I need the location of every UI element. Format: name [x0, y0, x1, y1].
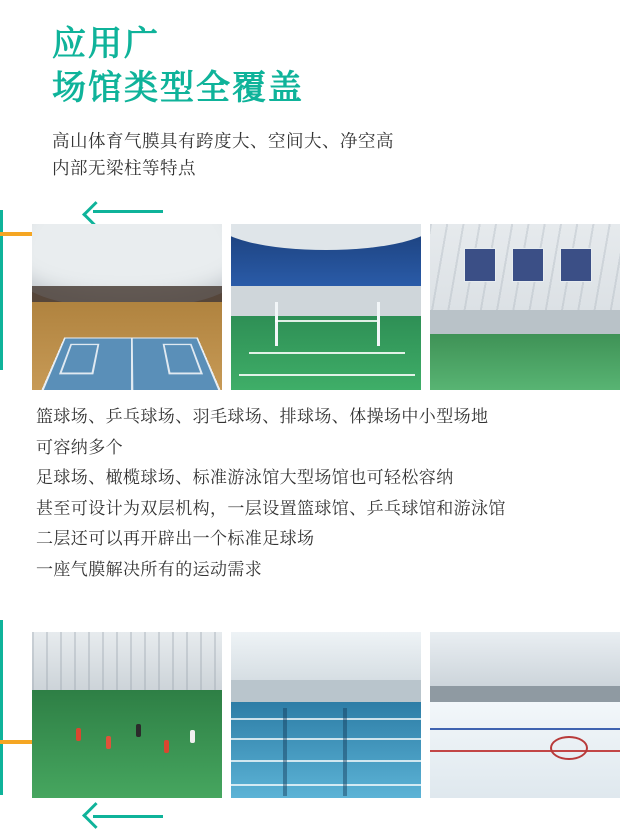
court-center-line: [131, 339, 133, 390]
body-copy: [36, 402, 506, 585]
lane-rope-2: [231, 738, 421, 740]
player-3: [136, 724, 141, 737]
photo-soccer-turf: [32, 632, 222, 798]
hanging-banner-2: [512, 248, 544, 282]
decor-corner-bottom: [82, 802, 109, 829]
gallery-top: [32, 224, 620, 390]
photo-badminton-dome: [231, 224, 421, 390]
hanging-banner-3: [560, 248, 592, 282]
body-line-4: 甚至可设计为双层机构，一层设置篮球馆、乒乓球馆和游泳馆: [36, 498, 506, 518]
green-field: [430, 334, 620, 390]
rink-roof: [430, 632, 620, 686]
title-line-2: 场馆类型全覆盖: [52, 69, 304, 107]
net-post-right: [377, 302, 380, 346]
rink-boards: [430, 686, 620, 702]
pool-end-wall: [231, 680, 421, 702]
body-line-5: 二层还可以再开辟出一个标准足球场: [36, 529, 315, 548]
dome-wall-band: [32, 286, 222, 302]
soccer-turf: [32, 690, 222, 798]
title-line-1: 应用广: [52, 25, 160, 63]
decor-orange-tick-top: [0, 232, 34, 236]
lane-rope-1: [231, 718, 421, 720]
photo-dome-with-banners: [430, 224, 620, 390]
player-1: [76, 728, 81, 741]
player-4: [164, 740, 169, 753]
body-line-2: 可容纳多个: [36, 437, 123, 457]
net-post-left: [275, 302, 278, 346]
court-line-1: [249, 352, 405, 354]
back-wall: [231, 286, 421, 316]
body-line-1: 篮球场、乒乓球场、羽毛球场、排球场、体操场中小型场地: [36, 407, 489, 426]
blue-line: [430, 728, 620, 730]
court-key-right: [163, 344, 203, 375]
lane-marker-1: [283, 708, 287, 796]
body-line-6: 一座气膜解决所有的运动需求: [36, 559, 263, 579]
photo-basketball-dome: [32, 224, 222, 390]
body-line-3: 足球场、橄榄球场、标准游泳馆大型场馆也可轻松容纳: [36, 468, 454, 487]
photo-ice-rink: [430, 632, 620, 798]
lane-rope-4: [231, 784, 421, 786]
pool-roof: [231, 632, 421, 680]
court-key-left: [59, 344, 99, 375]
face-off-circle: [550, 736, 588, 760]
dome-ribs-texture: [32, 632, 222, 690]
lane-rope-3: [231, 760, 421, 762]
photo-swimming-pool: [231, 632, 421, 798]
decor-vertical-rule-bottom: [0, 620, 3, 795]
subtitle: [52, 128, 394, 182]
hanging-banner-1: [464, 248, 496, 282]
net-tape: [275, 320, 377, 322]
lane-marker-2: [343, 708, 347, 796]
court-line-2: [239, 374, 415, 376]
page-title: [52, 22, 304, 110]
center-red-line: [430, 750, 620, 752]
player-2: [106, 736, 111, 749]
gallery-bottom: [32, 632, 620, 798]
spectator-stand: [430, 310, 620, 334]
player-5: [190, 730, 195, 743]
decor-orange-tick-bottom: [0, 740, 34, 744]
subtitle-line-1: 高山体育气膜具有跨度大、空间大、净空高: [52, 131, 394, 151]
subtitle-line-2: 内部无梁柱等特点: [52, 158, 196, 178]
basketball-court: [40, 337, 222, 390]
